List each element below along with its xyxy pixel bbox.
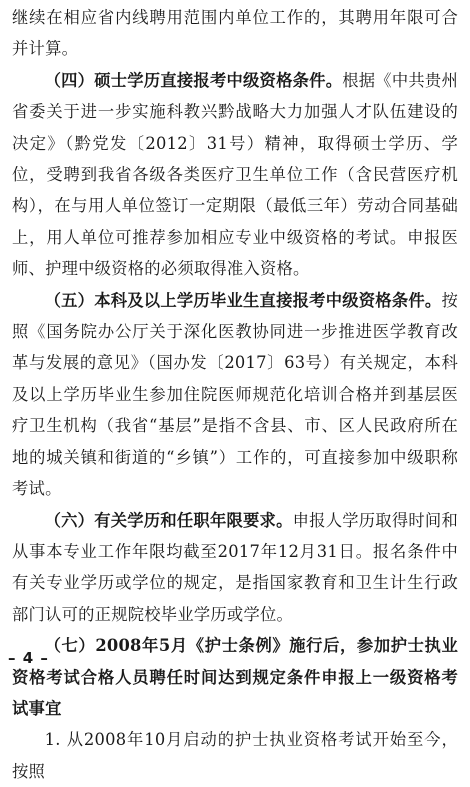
body-text: [12, 2, 458, 787]
paragraph-text: 继续在相应省内线聘用范围内单位工作的，其聘用年限可合并计算。: [12, 8, 458, 59]
section-heading: （五）本科及以上学历毕业生直接报考中级资格条件。: [44, 290, 442, 310]
paragraph-text: 按照《国务院办公厅关于深化医教协同进一步推进医学教育改革与发展的意见》（国办发〔2017〕63号）有关规定，本科及以上学历毕业生参加住院医师规范化培训合格并到基层医疗卫生机构（我省“基层”是指不含县、市、区人民政府所在地的城关镇和街道的“乡镇”）工作的，可直接参加中级职称考试。: [12, 290, 458, 499]
section-heading: （四）硕士学历直接报考中级资格条件。: [44, 70, 343, 90]
section-heading: （七）2008年5月《护士条例》施行后，参加护士执业资格考试合格人员聘任时间达到规定条件申报上一级资格考试事宜: [12, 636, 458, 718]
paragraph-section-6: [12, 505, 458, 631]
paragraph-section-4: [12, 65, 458, 285]
paragraph-text: 1. 从2008年10月启动的护士执业资格考试开始至今，按照: [12, 730, 458, 781]
paragraph-section-7: [12, 630, 458, 724]
paragraph-continuation: [12, 2, 458, 65]
paragraph-section-5: [12, 285, 458, 505]
paragraph-item-1: [12, 724, 458, 787]
page-number: – 4 –: [8, 649, 49, 667]
paragraph-text: 申报人学历取得时间和从事本专业工作年限均截至2017年12月31日。报名条件中有关专业学历或学位的规定，是指国家教育和卫生计生行政部门认可的正规院校毕业学历或学位。: [12, 510, 458, 624]
paragraph-text: 根据《中共贵州省委关于进一步实施科教兴黔战略大力加强人才队伍建设的决定》（黔党发〔2012〕31号）精神，取得硕士学历、学位，受聘到我省各级各类医疗卫生单位工作（含民营医疗机构），在与用人单位签订一定期限（最低三年）劳动合同基础上，用人单位可推荐参加相应专业中级资格的考试。申报医师、护理中级资格的必须取得准入资格。: [12, 70, 458, 279]
section-heading: （六）有关学历和任职年限要求。: [44, 510, 293, 530]
